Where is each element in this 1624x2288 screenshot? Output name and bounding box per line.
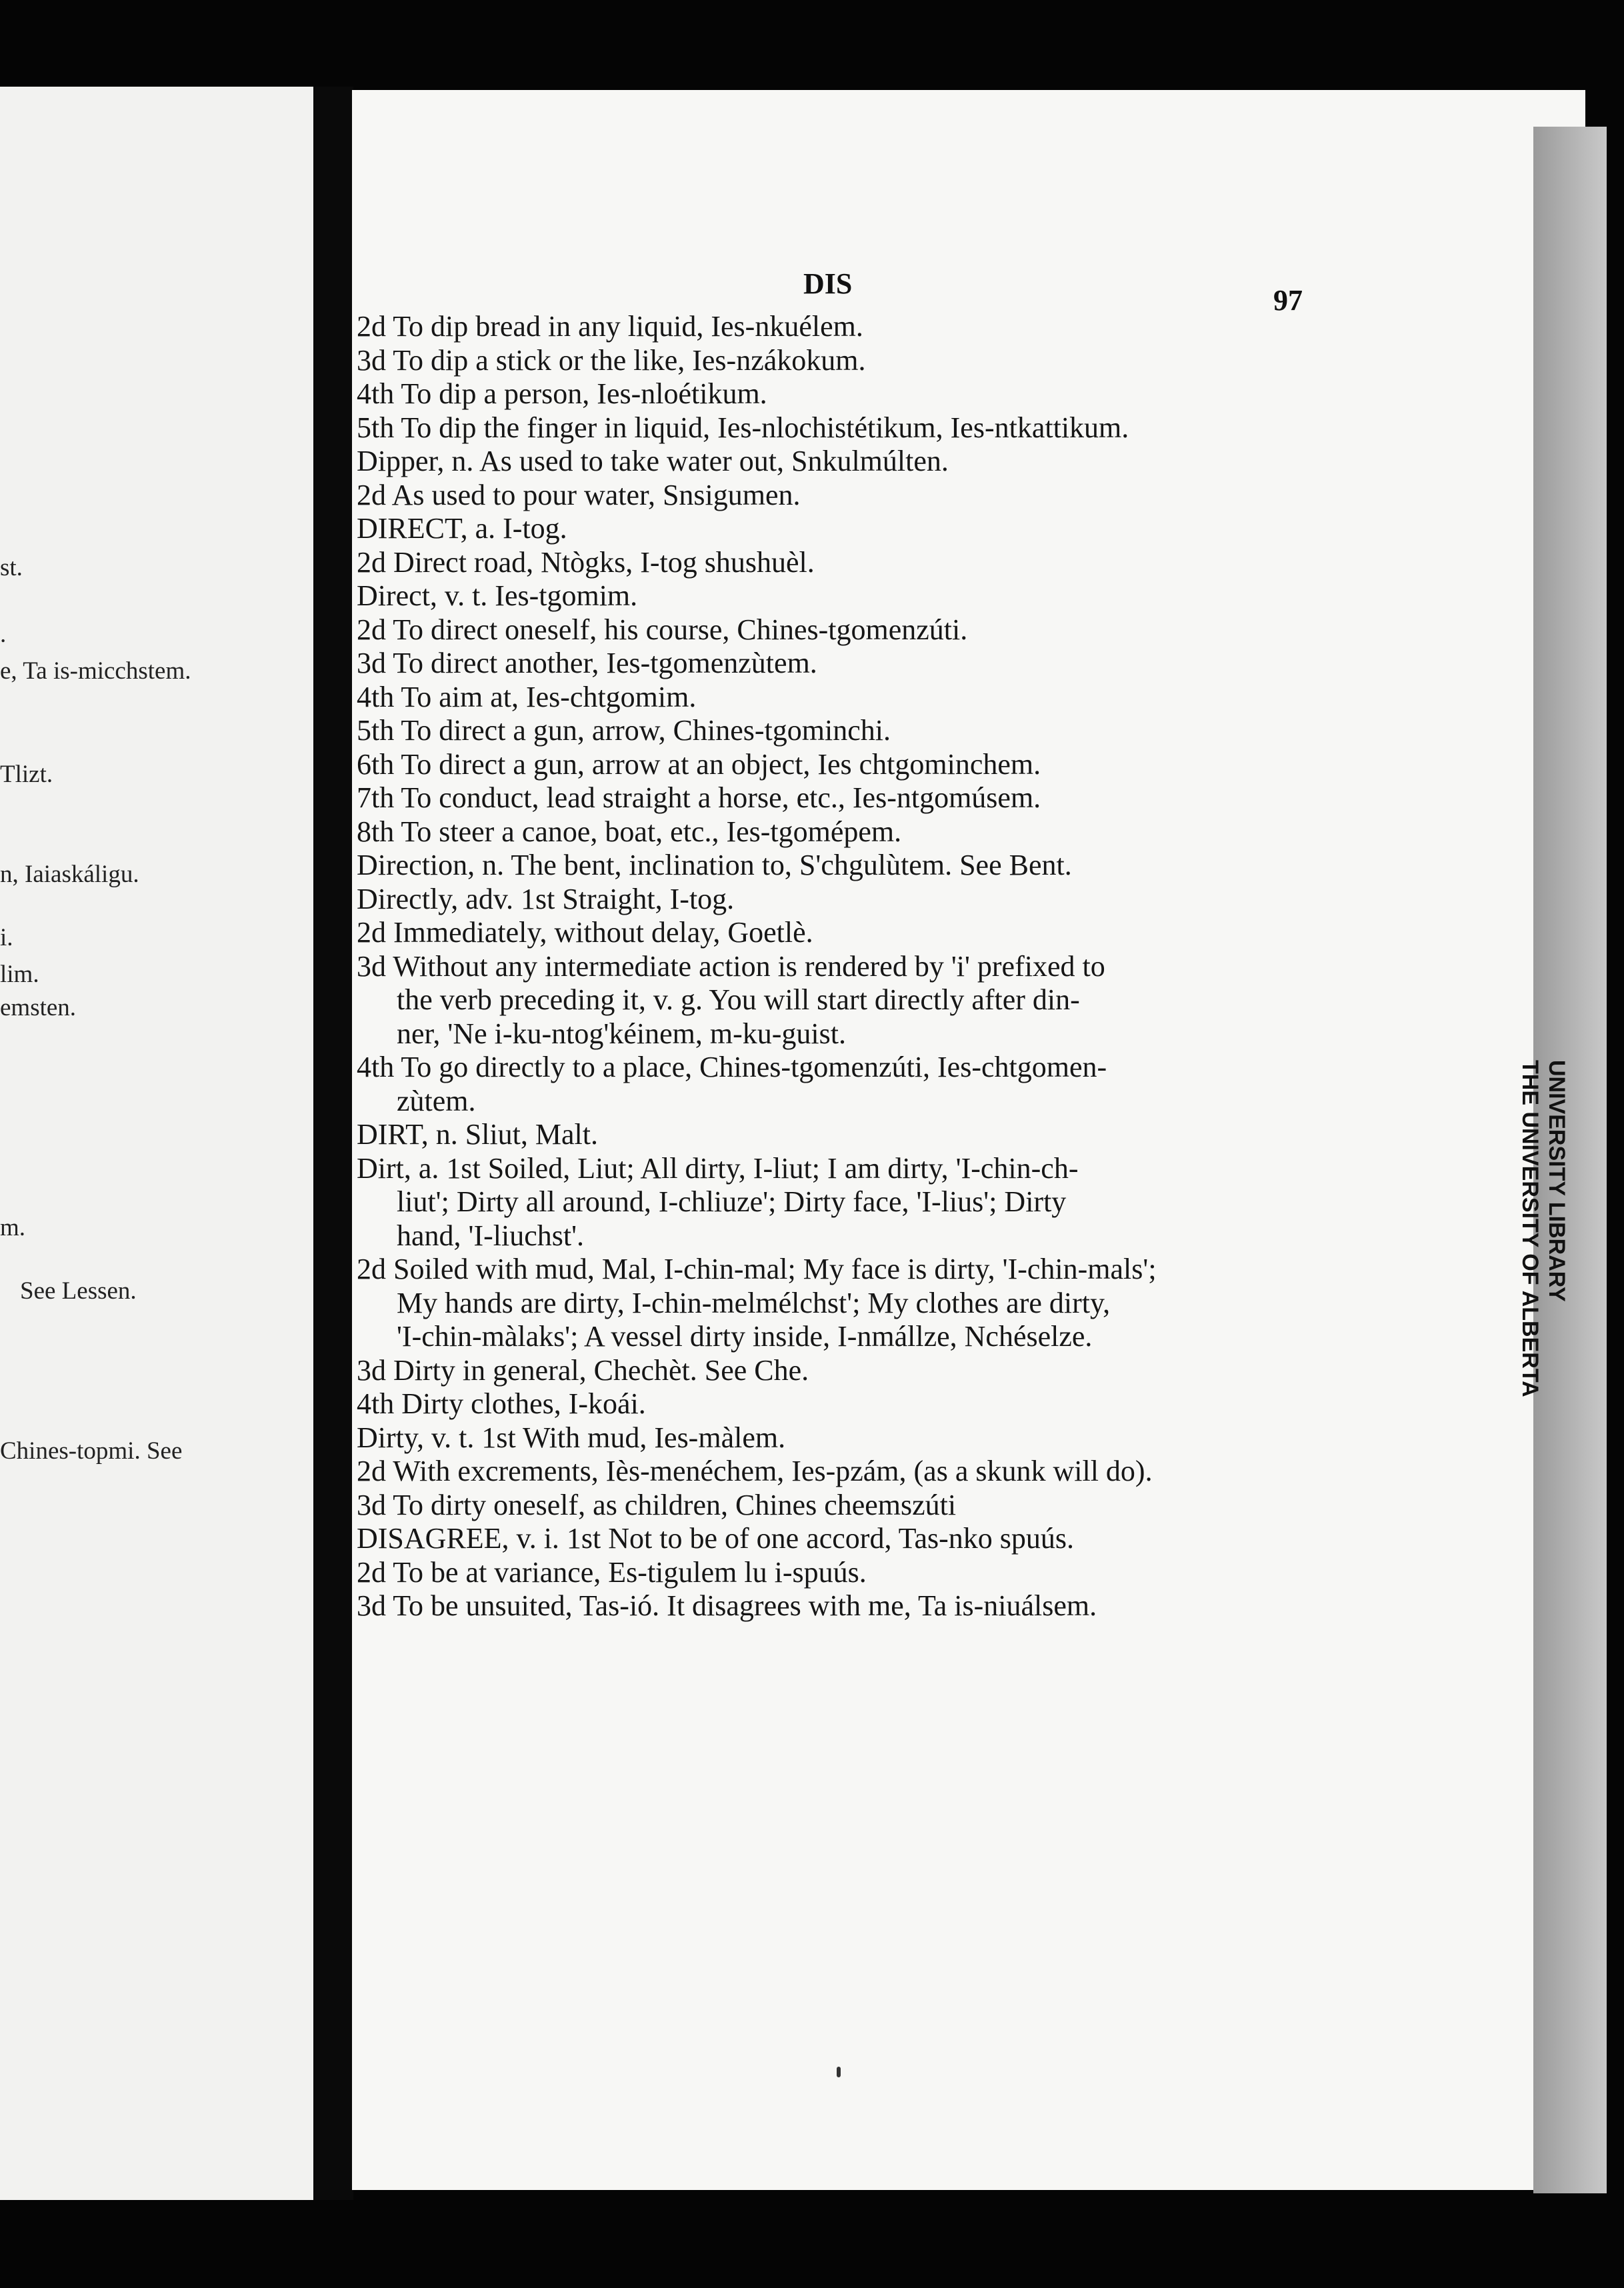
- entry-line: 2d To be at variance, Es-tigulem lu i-spuús.: [357, 1555, 867, 1589]
- entry-line: 5th To direct a gun, arrow, Chines-tgominchi.: [357, 714, 891, 747]
- left-fragment: See Lessen.: [20, 1277, 137, 1305]
- entry-line: DISAGREE, v. i. 1st Not to be of one accord, Tas-nko spuús.: [357, 1522, 1075, 1555]
- entry-line: 2d Direct road, Ntògks, I-tog shushuèl.: [357, 545, 815, 579]
- entry-line: 6th To direct a gun, arrow at an object, Ies chtgominchem.: [357, 747, 1041, 781]
- running-head: DIS: [803, 267, 853, 300]
- left-fragment: st.: [0, 554, 23, 581]
- entry-line: 4th To aim at, Ies-chtgomim.: [357, 680, 697, 713]
- entry-line: DIRT, n. Sliut, Malt.: [357, 1118, 598, 1151]
- left-fragment: m.: [0, 1214, 26, 1241]
- left-fragment: .: [0, 621, 7, 648]
- entry-line: 2d Immediately, without delay, Goetlè.: [357, 916, 813, 949]
- entry-line: 3d To dip a stick or the like, Ies-nzákokum.: [357, 343, 866, 377]
- entry-line: 3d To dirty oneself, as children, Chines cheemszúti: [357, 1488, 957, 1521]
- left-fragment: Chines-topmi. See: [0, 1437, 183, 1465]
- entry-line: Direct, v. t. Ies-tgomim.: [357, 579, 638, 612]
- entry-line: DIRECT, a. I-tog.: [357, 512, 567, 545]
- entry-line: Dipper, n. As used to take water out, Snkulmúlten.: [357, 445, 949, 477]
- left-page: [0, 87, 320, 2200]
- entry-line: 7th To conduct, lead straight a horse, etc., Ies-ntgomúsem.: [357, 781, 1041, 814]
- entry-line: 2d Soiled with mud, Mal, I-chin-mal; My face is dirty, 'I-chin-mals';: [357, 1253, 1157, 1285]
- entry-line: 3d To direct another, Ies-tgomenzùtem.: [357, 647, 817, 679]
- entry-line: 3d Dirty in general, Chechèt. See Che.: [357, 1353, 809, 1387]
- left-fragment: lim.: [0, 961, 39, 988]
- dictionary-entries: [357, 310, 1510, 1623]
- entry-line: 2d To direct oneself, his course, Chines-tgomenzúti.: [357, 613, 968, 646]
- entry-line: hand, 'I-liuchst'.: [397, 1219, 585, 1252]
- entry-line: ner, 'Ne i-ku-ntog'kéinem, m-ku-guist.: [397, 1017, 846, 1050]
- entry-line: My hands are dirty, I-chin-melmélchst'; My clothes are dirty,: [397, 1286, 1111, 1319]
- entry-line: Directly, adv. 1st Straight, I-tog.: [357, 882, 735, 915]
- left-fragment: n, Iaiaskáligu.: [0, 861, 139, 888]
- entry-line: 4th To go directly to a place, Chines-tgomenzúti, Ies-chtgomen-: [357, 1051, 1107, 1083]
- library-stamp-line: UNIVERSITY LIBRARY: [1544, 1060, 1569, 1302]
- entry-line: 3d To be unsuited, Tas-ió. It disagrees with me, Ta is-niuálsem.: [357, 1589, 1097, 1622]
- book-gutter: [313, 87, 353, 2200]
- entry-line: liut'; Dirty all around, I-chliuze'; Dirty face, 'I-lius'; Dirty: [397, 1185, 1067, 1218]
- left-fragment: i.: [0, 924, 13, 951]
- pencil-mark: [837, 2067, 841, 2077]
- entry-line: Direction, n. The bent, inclination to, S'chgulùtem. See Bent.: [357, 849, 1072, 881]
- entry-line: 5th To dip the finger in liquid, Ies-nlochistétikum, Ies-ntkattikum.: [357, 411, 1129, 444]
- page-number: 97: [1273, 284, 1303, 317]
- entry-line: 'I-chin-màlaks'; A vessel dirty inside, I-nmállze, Nchéselze.: [397, 1320, 1093, 1353]
- left-fragment: emsten.: [0, 994, 77, 1021]
- entry-line: 2d With excrements, Iès-menéchem, Ies-pzám, (as a skunk will do).: [357, 1455, 1153, 1487]
- entry-line: the verb preceding it, v. g. You will start directly after din-: [397, 983, 1080, 1016]
- entry-line: 2d To dip bread in any liquid, Ies-nkuélem.: [357, 310, 863, 343]
- entry-line: 3d Without any intermediate action is rendered by 'i' prefixed to: [357, 949, 1105, 983]
- entry-line: 8th To steer a canoe, boat, etc., Ies-tgomépem.: [357, 815, 902, 848]
- entry-line: zùtem.: [397, 1084, 476, 1117]
- entry-line: Dirty, v. t. 1st With mud, Ies-màlem.: [357, 1421, 786, 1454]
- entry-line: Dirt, a. 1st Soiled, Liut; All dirty, I-liut; I am dirty, 'I-chin-ch-: [357, 1151, 1079, 1185]
- entry-line: 2d As used to pour water, Snsigumen.: [357, 478, 801, 511]
- entry-line: 4th Dirty clothes, I-koái.: [357, 1387, 646, 1420]
- left-fragment: e, Ta is-micchstem.: [0, 657, 191, 685]
- library-stamp-line: THE UNIVERSITY OF ALBERTA: [1517, 1060, 1543, 1397]
- entry-line: 4th To dip a person, Ies-nloétikum.: [357, 377, 767, 410]
- library-stamp: [1517, 1060, 1570, 1397]
- left-fragment: Tlizt.: [0, 761, 53, 788]
